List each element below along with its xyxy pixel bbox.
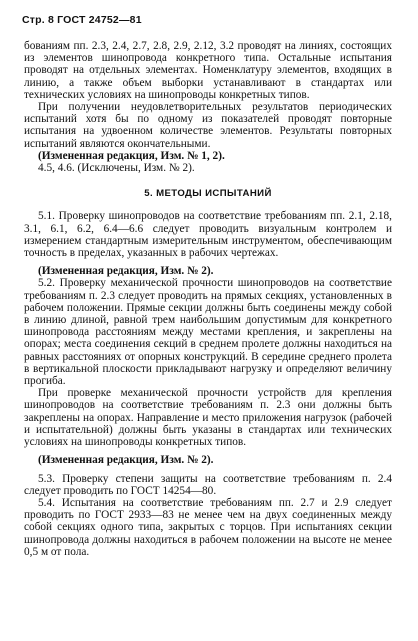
paragraph-tests-continuation: бованиям пп. 2.3, 2.4, 2.7, 2.8, 2.9, 2.12, 3.2 проводят на линиях, состоящих из элементов шинопровода конкретного типа. Остальные испытания проводят на отдельных элементах. Номенклатуру элементов, входящих в линию, а также объем выборки устанавливают в стандартах или технических условиях на шинопроводы конкретных типов. (24, 40, 392, 101)
amendment-note-1: (Измененная редакция, Изм. № 1, 2). (38, 149, 225, 162)
paragraph-5-2-fastening: При проверке механической прочности устройств для крепления шинопроводов на соответствие требованиям п. 2.3 они должны быть закреплены на опорах. Направление и место приложения нагрузок (рабочей и испытательной) должны быть указаны в стандартах или технических условиях на шинопроводы конкретных типов. (24, 387, 392, 449)
paragraph-repeat-tests: При получении неудовлетворительных результатов периодических испытаний хотя бы по одному из показателей проводят повторные испытания на удвоенном количестве элементов. Результаты повторных испытаний являются окончательными. (24, 101, 392, 150)
page-header: Стр. 8 ГОСТ 24752—81 (22, 14, 142, 26)
paragraph-5-3: 5.3. Проверку степени защиты на соответствие требованиям п. 2.4 следует проводить по ГОСТ 14254—80. (24, 472, 392, 497)
section-title-test-methods: 5. МЕТОДЫ ИСПЫТАНИЙ (144, 188, 272, 200)
paragraph-5-2: 5.2. Проверку механической прочности шинопроводов на соответствие требованиям п. 2.3 следует проводить на прямых секциях, установленных в рабочем положении. Прямые секции должны быть соединены между собой в линию длиной, равной трем наибольшим допустимым для конкретного шинопровода расстояниям между местами крепления, и закреплены на опорах; места соединения секций в среднем пролете должны находиться на равных расстояниях от опорных конструкций. В середине среднего пролета в вертикальной плоскости прикладывают нагрузку и определяют величину прогиба. (24, 277, 392, 388)
paragraph-5-1: 5.1. Проверку шинопроводов на соответствие требованиям пп. 2.1, 2.18, 3.1, 6.1, 6.2, 6.4—6.6 следует проводить визуальным контролем и измерением стандартным измерительным инструментом, обеспечивающим точность в пределах, указанных в рабочих чертежах. (24, 210, 392, 260)
document-body (24, 40, 392, 558)
amendment-note-3: (Измененная редакция, Изм. № 2). (38, 454, 214, 467)
amendment-note-2: (Измененная редакция, Изм. № 2). (38, 265, 214, 278)
paragraph-excluded: 4.5, 4.6. (Исключены, Изм. № 2). (38, 162, 195, 175)
paragraph-5-4: 5.4. Испытания на соответствие требованиям пп. 2.7 и 2.9 следует проводить по ГОСТ 2933—83 не менее чем на двух соединенных между собой секциях одного типа, закрытых с торцов. При испытаниях секции шинопровода должны находиться в рабочем положении на высоте не менее 0,5 м от пола. (24, 496, 392, 558)
